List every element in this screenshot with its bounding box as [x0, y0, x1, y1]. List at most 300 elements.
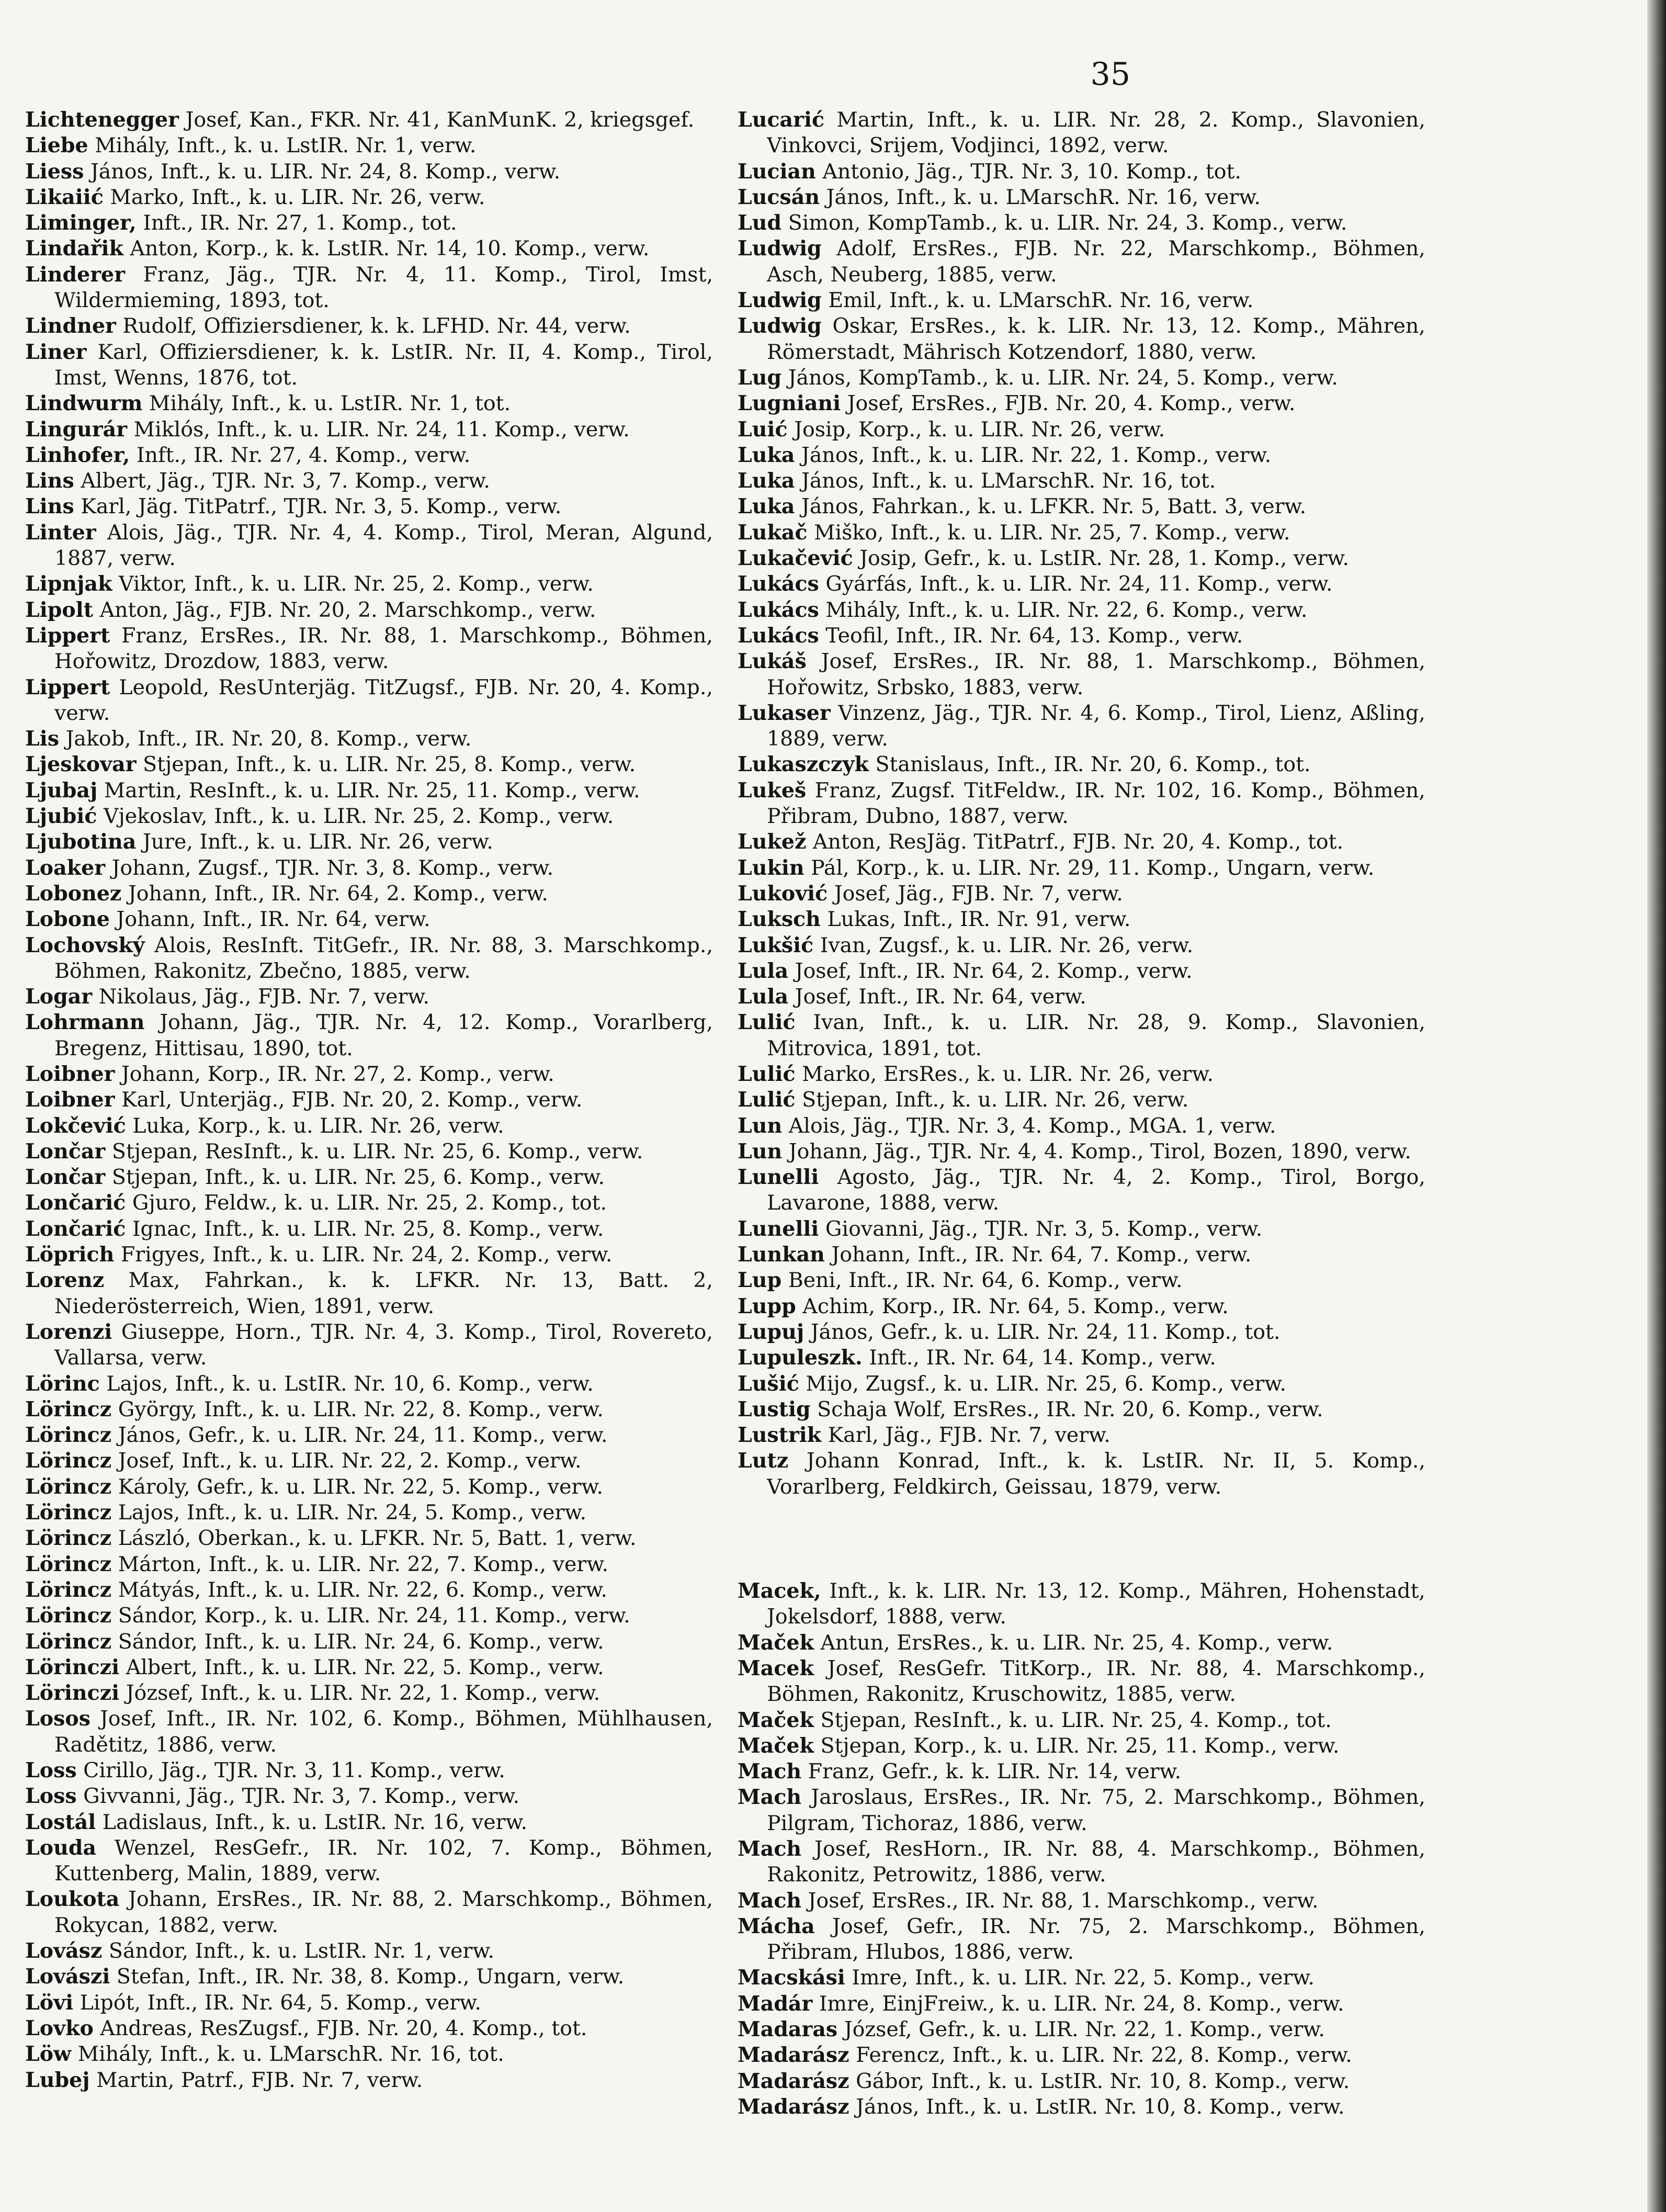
list-entry — [25, 1758, 713, 1784]
entry-details: Josef, Kan., FKR. Nr. 41, KanMunK. 2, kriegsgef. — [185, 108, 695, 132]
list-entry — [738, 907, 1425, 932]
list-entry — [25, 623, 713, 675]
entry-details: Lipót, Inft., IR. Nr. 64, 5. Komp., verw. — [80, 1990, 481, 2015]
entry-details: György, Inft., k. u. LIR. Nr. 22, 8. Komp., verw. — [118, 1397, 604, 1421]
list-entry — [25, 133, 713, 159]
list-entry — [738, 365, 1425, 391]
entry-surname: Madarász — [738, 2069, 849, 2093]
entry-details: Josef, Inft., IR. Nr. 102, 6. Komp., Böhmen, Mühlhausen, Radětitz, 1886, verw. — [54, 1707, 713, 1757]
entry-details: Antun, ErsRes., k. u. LIR. Nr. 25, 4. Komp., verw. — [820, 1630, 1333, 1655]
entry-surname: Lörincz — [25, 1604, 112, 1628]
list-entry — [738, 701, 1425, 752]
entry-details: Imre, EinjFreiw., k. u. LIR. Nr. 24, 8. Komp., verw. — [819, 1991, 1344, 2016]
entry-surname: Lustrik — [738, 1423, 822, 1448]
entry-details: Miklós, Inft., k. u. LIR. Nr. 24, 11. Komp., verw. — [133, 417, 630, 442]
list-entry — [738, 1062, 1425, 1087]
entry-surname: Lukáš — [738, 649, 807, 674]
list-entry — [25, 675, 713, 727]
entry-details: Franz, Gefr., k. k. LIR. Nr. 14, verw. — [808, 1759, 1182, 1784]
entry-details: Sándor, Korp., k. u. LIR. Nr. 24, 11. Komp., verw. — [118, 1604, 630, 1628]
list-entry — [25, 1835, 713, 1887]
entry-surname: Lörincz — [25, 1629, 112, 1654]
list-entry — [25, 1706, 713, 1758]
list-entry — [738, 752, 1425, 777]
entry-details: Mihály, Inft., k. u. LstIR. Nr. 1, verw. — [95, 133, 477, 158]
entry-details: Achim, Korp., IR. Nr. 64, 5. Komp., verw. — [802, 1294, 1229, 1318]
list-entry — [738, 1759, 1425, 1785]
entry-details: Johann Konrad, Inft., k. k. LstIR. Nr. II, 5. Komp., Vorarlberg, Feldkirch, Geissau, 1879, verw. — [767, 1449, 1425, 1499]
entry-surname: Ljeskovar — [25, 752, 137, 777]
entry-details: Gyárfás, Inft., k. u. LIR. Nr. 24, 11. Komp., verw. — [825, 572, 1333, 596]
entry-surname: Lulić — [738, 1010, 796, 1035]
entry-surname: Lulić — [738, 1062, 796, 1086]
entry-details: János, Inft., k. u. LIR. Nr. 22, 1. Komp., verw. — [801, 443, 1272, 467]
list-entry — [25, 236, 713, 262]
entry-surname: Lippert — [25, 623, 110, 648]
entry-surname: Loibner — [25, 1088, 115, 1112]
entry-surname: Lupp — [738, 1294, 796, 1318]
entry-details: Stjepan, ResInft., k. u. LIR. Nr. 25, 6. Komp., verw. — [111, 1139, 643, 1164]
entry-surname: Mácha — [738, 1914, 815, 1938]
entry-details: Josef, ResHorn., IR. Nr. 88, 4. Marschkomp., Böhmen, Rakonitz, Petrowitz, 1886, verw. — [767, 1837, 1426, 1887]
entry-details: Anton, Korp., k. k. LstIR. Nr. 14, 10. Komp., verw. — [130, 236, 650, 261]
entry-surname: Loss — [25, 1758, 77, 1782]
entry-details: Anton, ResJäg. TitPatrf., FJB. Nr. 20, 4. Komp., tot. — [813, 830, 1344, 854]
entry-surname: Lis — [25, 727, 60, 751]
entry-surname: Lucsán — [738, 185, 820, 209]
list-entry — [25, 571, 713, 597]
entry-details: János, Inft., k. u. LMarschR. Nr. 16, verw. — [826, 185, 1261, 209]
list-entry — [738, 1578, 1425, 1630]
entry-details: Inft., IR. Nr. 64, 14. Komp., verw. — [869, 1346, 1216, 1370]
list-entry — [738, 1319, 1425, 1345]
list-entry — [738, 185, 1425, 210]
list-entry — [738, 1888, 1425, 1914]
entry-details: Josef, Inft., IR. Nr. 64, 2. Komp., verw. — [795, 958, 1193, 983]
list-entry — [738, 623, 1425, 649]
entry-details: Ignac, Inft., k. u. LIR. Nr. 25, 8. Komp., verw. — [132, 1216, 604, 1241]
entry-details: Johann, Jäg., TJR. Nr. 4, 4. Komp., Tirol, Bozen, 1890, verw. — [788, 1139, 1411, 1164]
list-entry — [25, 185, 713, 210]
entry-surname: Lipolt — [25, 597, 93, 622]
entry-surname: Lukač — [738, 520, 808, 545]
entry-details: Josef, Inft., k. u. LIR. Nr. 22, 2. Komp., verw. — [118, 1449, 582, 1473]
entry-details: Vinzenz, Jäg., TJR. Nr. 4, 6. Komp., Tirol, Lienz, Aßling, 1889, verw. — [767, 701, 1425, 751]
entry-surname: Lorenz — [25, 1268, 105, 1293]
list-entry — [25, 1603, 713, 1629]
entry-details: Sándor, Inft., k. u. LIR. Nr. 24, 6. Komp., verw. — [118, 1629, 604, 1654]
entry-surname: Lörincz — [25, 1500, 112, 1525]
entry-surname: Lorenzi — [25, 1319, 112, 1344]
list-entry — [738, 2069, 1425, 2094]
entry-surname: Lovko — [25, 2016, 94, 2040]
entry-surname: Lochovský — [25, 933, 145, 957]
entry-details: Gábor, Inft., k. u. LstIR. Nr. 10, 8. Komp., verw. — [856, 2069, 1350, 2093]
entry-details: Alois, ResInft. TitGefr., IR. Nr. 88, 3. Marschkomp., Böhmen, Rakonitz, Zbečno, 1885, verw. — [54, 933, 713, 983]
entry-details: Mátyás, Inft., k. u. LIR. Nr. 22, 6. Komp., verw. — [118, 1577, 608, 1602]
entry-details: Vjekoslav, Inft., k. u. LIR. Nr. 25, 2. Komp., verw. — [104, 804, 614, 829]
entry-surname: Lončar — [25, 1165, 106, 1190]
entry-details: Franz, Jäg., TJR. Nr. 4, 11. Komp., Tirol, Imst, Wildermieming, 1893, tot. — [54, 262, 713, 313]
entry-surname: Lončarić — [25, 1216, 126, 1241]
list-entry — [738, 933, 1425, 958]
entry-details: Max, Fahrkan., k. k. LFKR. Nr. 13, Batt. 2, Niederösterreich, Wien, 1891, verw. — [54, 1268, 713, 1318]
entry-details: Josip, Gefr., k. u. LstIR. Nr. 28, 1. Komp., verw. — [859, 546, 1350, 571]
list-entry — [25, 1010, 713, 1062]
list-entry — [738, 1656, 1425, 1708]
entry-details: Anton, Jäg., FJB. Nr. 20, 2. Marschkomp., verw. — [99, 597, 596, 622]
list-entry — [25, 391, 713, 416]
entry-surname: Lindner — [25, 314, 116, 338]
entry-surname: Lörinc — [25, 1371, 100, 1396]
entry-surname: Louda — [25, 1835, 97, 1860]
entry-surname: Lun — [738, 1139, 783, 1164]
list-entry — [25, 107, 713, 133]
entry-surname: Madarász — [738, 2043, 849, 2068]
entry-surname: Luka — [738, 469, 795, 493]
entry-surname: Lukaszczyk — [738, 752, 869, 777]
entry-details: Lajos, Inft., k. u. LIR. Nr. 24, 5. Komp., verw. — [118, 1500, 587, 1525]
entry-surname: Lukaser — [738, 701, 831, 725]
list-entry — [738, 1630, 1425, 1656]
entry-surname: Lupuleszk. — [738, 1346, 863, 1370]
list-entry — [25, 1397, 713, 1423]
list-entry — [25, 340, 713, 391]
entry-surname: Lovász — [25, 1939, 103, 1963]
list-entry — [25, 1371, 713, 1397]
entry-details: Josef, ErsRes., IR. Nr. 88, 1. Marschkomp., verw. — [808, 1888, 1319, 1913]
entry-surname: Lingurár — [25, 417, 128, 442]
entry-surname: Lunelli — [738, 1216, 819, 1241]
entry-surname: Lončar — [25, 1139, 106, 1164]
list-entry — [738, 984, 1425, 1010]
list-entry — [25, 1448, 713, 1474]
list-entry — [738, 1371, 1425, 1397]
entry-surname: Ljubić — [25, 804, 97, 829]
entry-surname: Maček — [738, 1630, 814, 1655]
entry-details: Franz, ErsRes., IR. Nr. 88, 1. Marschkomp., Böhmen, Hořowitz, Drozdow, 1883, verw. — [54, 623, 713, 674]
entry-surname: Lichtenegger — [25, 108, 179, 132]
list-entry — [25, 1680, 713, 1706]
list-entry — [25, 881, 713, 907]
entry-details: Johann, Zugsf., TJR. Nr. 3, 8. Komp., verw. — [111, 855, 554, 880]
list-entry — [738, 855, 1425, 881]
entry-details: Teofil, Inft., IR. Nr. 64, 13. Komp., verw. — [825, 623, 1243, 648]
list-entry — [25, 494, 713, 520]
entry-details: Emil, Inft., k. u. LMarschR. Nr. 16, verw. — [828, 288, 1254, 313]
entry-details: Cirillo, Jäg., TJR. Nr. 3, 11. Komp., verw. — [83, 1758, 505, 1782]
list-entry — [738, 1914, 1425, 1966]
entry-surname: Loss — [25, 1784, 77, 1809]
entry-surname: Lugniani — [738, 391, 841, 416]
entry-surname: Lörinczi — [25, 1681, 120, 1706]
list-entry — [738, 1268, 1425, 1293]
list-entry — [25, 984, 713, 1010]
entry-details: Josef, ErsRes., FJB. Nr. 20, 4. Komp., verw. — [847, 391, 1296, 416]
entry-surname: Linter — [25, 520, 96, 545]
entry-details: Marko, ErsRes., k. u. LIR. Nr. 26, verw. — [802, 1062, 1214, 1086]
entry-details: Mijo, Zugsf., k. u. LIR. Nr. 25, 6. Komp., verw. — [806, 1371, 1286, 1396]
entry-surname: Ljubotina — [25, 830, 137, 854]
entry-details: János, Inft., k. u. LMarschR. Nr. 16, tot. — [801, 469, 1216, 493]
entry-surname: Lupuj — [738, 1319, 804, 1344]
entry-details: Albert, Inft., k. u. LIR. Nr. 22, 5. Komp., verw. — [126, 1655, 604, 1679]
entry-details: Josip, Korp., k. u. LIR. Nr. 26, verw. — [794, 417, 1165, 442]
entry-details: Károly, Gefr., k. u. LIR. Nr. 22, 5. Komp., verw. — [118, 1474, 604, 1499]
entry-surname: Lobonez — [25, 881, 122, 906]
list-entry — [738, 958, 1425, 984]
entry-details: Franz, Zugsf. TitFeldw., IR. Nr. 102, 16. Komp., Böhmen, Přibram, Dubno, 1887, verw. — [767, 778, 1425, 829]
list-entry — [25, 778, 713, 804]
entry-surname: Lukács — [738, 572, 819, 596]
list-entry — [25, 1113, 713, 1139]
entry-surname: Lubej — [25, 2068, 90, 2092]
list-entry — [738, 571, 1425, 597]
entry-details: Mihály, Inft., k. u. LMarschR. Nr. 16, tot. — [77, 2042, 504, 2067]
list-entry — [738, 1836, 1425, 1888]
entry-surname: Lörincz — [25, 1577, 112, 1602]
entry-details: Viktor, Inft., k. u. LIR. Nr. 25, 2. Komp., verw. — [118, 572, 594, 596]
entry-details: Mihály, Inft., k. u. LIR. Nr. 22, 6. Komp., verw. — [825, 597, 1308, 622]
entry-surname: Mach — [738, 1759, 802, 1784]
list-entry — [25, 443, 713, 468]
entry-details: Stjepan, Inft., k. u. LIR. Nr. 25, 8. Komp., verw. — [143, 752, 636, 777]
list-entry — [25, 210, 713, 236]
list-entry — [738, 391, 1425, 416]
entry-details: Albert, Jäg., TJR. Nr. 3, 7. Komp., verw. — [81, 469, 490, 493]
entry-details: Schaja Wolf, ErsRes., IR. Nr. 20, 6. Komp., verw. — [817, 1397, 1323, 1421]
list-entry — [738, 1139, 1425, 1165]
entry-surname: Lunelli — [738, 1165, 819, 1190]
entry-surname: Lörincz — [25, 1449, 112, 1473]
entry-details: Martin, Patrf., FJB. Nr. 7, verw. — [96, 2068, 423, 2092]
list-entry — [738, 417, 1425, 443]
entry-surname: Lucarić — [738, 108, 825, 132]
entry-surname: Lucian — [738, 159, 816, 184]
list-entry — [25, 1938, 713, 1964]
entry-details: Johann, Inft., IR. Nr. 64, 2. Komp., verw. — [128, 881, 548, 906]
entry-surname: Luka — [738, 494, 795, 519]
entry-surname: Löprich — [25, 1243, 115, 1267]
entry-surname: Lörincz — [25, 1423, 112, 1448]
entry-details: Alois, Jäg., TJR. Nr. 4, 4. Komp., Tirol, Meran, Algund, 1887, verw. — [54, 520, 713, 571]
entry-surname: Ludwig — [738, 288, 822, 313]
entry-details: József, Gefr., k. u. LIR. Nr. 22, 1. Komp., verw. — [844, 2017, 1325, 2042]
entry-surname: Lun — [738, 1113, 783, 1138]
list-entry — [25, 1242, 713, 1268]
list-entry — [738, 468, 1425, 494]
entry-surname: Mach — [738, 1888, 802, 1913]
entry-surname: Macskási — [738, 1966, 845, 1990]
entry-surname: Lukács — [738, 597, 819, 622]
list-entry — [25, 2068, 713, 2093]
entry-surname: Lindařik — [25, 236, 123, 261]
entry-details: Karl, Jäg., FJB. Nr. 7, verw. — [828, 1423, 1110, 1448]
entry-details: János, Inft., k. u. LstIR. Nr. 10, 8. Komp., verw. — [856, 2094, 1345, 2119]
entry-details: Martin, Inft., k. u. LIR. Nr. 28, 2. Komp., Slavonien, Vinkovci, Srijem, Vodjinci, 1892, verw. — [767, 108, 1425, 158]
entry-surname: Lörincz — [25, 1474, 112, 1499]
list-entry — [738, 313, 1425, 365]
entry-details: János, Inft., k. u. LIR. Nr. 24, 8. Komp., verw. — [90, 159, 561, 184]
list-entry — [25, 1139, 713, 1165]
entry-surname: Luksch — [738, 907, 821, 932]
entry-surname: Lörincz — [25, 1552, 112, 1576]
list-entry — [25, 855, 713, 881]
list-entry — [25, 1990, 713, 2016]
page-number: 35 — [1090, 56, 1130, 93]
entry-details: Karl, Offiziersdiener, k. k. LstIR. Nr. II, 4. Komp., Tirol, Imst, Wenns, 1876, tot. — [54, 340, 713, 390]
entry-details: Sándor, Inft., k. u. LstIR. Nr. 1, verw. — [108, 1939, 495, 1963]
entry-details: Stefan, Inft., IR. Nr. 38, 8. Komp., Ungarn, verw. — [116, 1965, 625, 1989]
list-entry — [25, 907, 713, 932]
entry-details: Ivan, Zugsf., k. u. LIR. Nr. 26, verw. — [820, 933, 1194, 957]
list-entry — [738, 1448, 1425, 1500]
entry-details: Luka, Korp., k. u. LIR. Nr. 26, verw. — [132, 1113, 504, 1138]
list-entry — [25, 1552, 713, 1577]
entry-surname: Linderer — [25, 262, 126, 287]
entry-surname: Lukin — [738, 855, 804, 880]
entry-surname: Lula — [738, 958, 789, 983]
entry-details: Jaroslaus, ErsRes., IR. Nr. 75, 2. Marschkomp., Böhmen, Pilgram, Tichoraz, 1886, verw. — [767, 1785, 1425, 1835]
list-entry — [25, 1268, 713, 1319]
list-entry — [738, 1216, 1425, 1242]
entry-surname: Lörincz — [25, 1526, 112, 1551]
entry-details: Marko, Inft., k. u. LIR. Nr. 26, verw. — [110, 185, 485, 209]
entry-details: Stanislaus, Inft., IR. Nr. 20, 6. Komp., tot. — [875, 752, 1311, 777]
entry-details: Antonio, Jäg., TJR. Nr. 3, 10. Komp., tot. — [822, 159, 1241, 184]
entry-surname: Lobone — [25, 907, 110, 932]
entry-surname: Macek — [738, 1656, 814, 1680]
entry-surname: Luić — [738, 417, 788, 442]
list-entry — [25, 1887, 713, 1938]
list-entry — [25, 468, 713, 494]
entry-details: Josef, ErsRes., IR. Nr. 88, 1. Marschkomp., Böhmen, Hořowitz, Srbsko, 1883, verw. — [767, 649, 1425, 699]
entry-surname: Lippert — [25, 675, 110, 699]
list-entry — [738, 1087, 1425, 1113]
entry-details: Pál, Korp., k. u. LIR. Nr. 29, 11. Komp., Ungarn, verw. — [811, 855, 1375, 880]
list-entry — [25, 597, 713, 623]
entry-details: Andreas, ResZugsf., FJB. Nr. 20, 4. Komp., tot. — [100, 2016, 587, 2040]
entry-details: Josef, Gefr., IR. Nr. 75, 2. Marschkomp., Böhmen, Přibram, Hlubos, 1886, verw. — [767, 1914, 1426, 1965]
entry-details: László, Oberkan., k. u. LFKR. Nr. 5, Batt. 1, verw. — [118, 1526, 637, 1551]
list-entry — [738, 2094, 1425, 2120]
entry-surname: Maček — [738, 1708, 814, 1732]
list-entry — [25, 159, 713, 185]
entry-surname: Loaker — [25, 855, 106, 880]
entry-details: Oskar, ErsRes., k. k. LIR. Nr. 13, 12. Komp., Mähren, Römerstadt, Mährisch Kotzendorf, 1880, verw. — [767, 314, 1425, 364]
list-entry — [25, 1190, 713, 1216]
entry-details: Leopold, ResUnterjäg. TitZugsf., FJB. Nr. 20, 4. Komp., verw. — [54, 675, 713, 725]
list-entry — [25, 2041, 713, 2067]
entry-surname: Lončarić — [25, 1191, 126, 1215]
entry-details: Martin, ResInft., k. u. LIR. Nr. 25, 11. Komp., verw. — [104, 778, 640, 803]
entry-surname: Lins — [25, 469, 74, 493]
list-entry — [738, 778, 1425, 830]
entry-details: Alois, Jäg., TJR. Nr. 3, 4. Komp., MGA. 1, verw. — [788, 1113, 1276, 1138]
list-entry — [25, 262, 713, 314]
entry-details: Karl, Unterjäg., FJB. Nr. 20, 2. Komp., verw. — [121, 1088, 583, 1112]
list-entry — [738, 649, 1425, 701]
entry-surname: Logar — [25, 985, 93, 1009]
list-entry — [738, 546, 1425, 571]
list-entry — [25, 417, 713, 443]
entry-surname: Lukeš — [738, 778, 807, 803]
entry-surname: Lokčević — [25, 1113, 126, 1138]
entry-details: Ivan, Inft., k. u. LIR. Nr. 28, 9. Komp., Slavonien, Mitrovica, 1891, tot. — [767, 1010, 1425, 1060]
entry-surname: Löw — [25, 2042, 72, 2067]
entry-surname: Lipnjak — [25, 572, 112, 596]
entry-details: Frigyes, Inft., k. u. LIR. Nr. 24, 2. Komp., verw. — [120, 1243, 613, 1267]
entry-surname: Macek, — [738, 1579, 821, 1604]
list-entry — [25, 726, 713, 752]
entry-details: Ferencz, Inft., k. u. LIR. Nr. 22, 8. Komp., verw. — [856, 2043, 1352, 2068]
entry-details: Jakob, Inft., IR. Nr. 20, 8. Komp., verw. — [65, 727, 472, 751]
entry-surname: Luković — [738, 881, 828, 906]
entry-surname: Lula — [738, 985, 789, 1009]
entry-details: Giuseppe, Horn., TJR. Nr. 4, 3. Komp., Tirol, Rovereto, Vallarsa, verw. — [54, 1319, 713, 1370]
entry-details: Givvanni, Jäg., TJR. Nr. 3, 7. Komp., verw. — [83, 1784, 520, 1809]
list-entry — [25, 752, 713, 777]
entry-details: Johann, ErsRes., IR. Nr. 88, 2. Marschkomp., Böhmen, Rokycan, 1882, verw. — [54, 1887, 713, 1937]
entry-surname: Lovászi — [25, 1965, 110, 1989]
entry-details: Lukas, Inft., IR. Nr. 91, verw. — [827, 907, 1131, 932]
list-entry — [738, 2017, 1425, 2042]
list-entry — [738, 107, 1425, 159]
entry-details: Josef, Inft., IR. Nr. 64, verw. — [795, 985, 1086, 1009]
entry-details: János, Fahrkan., k. u. LFKR. Nr. 5, Batt. 3, verw. — [801, 494, 1307, 519]
entry-surname: Lustig — [738, 1397, 811, 1421]
entry-surname: Madarász — [738, 2094, 849, 2119]
list-entry — [25, 1474, 713, 1500]
entry-details: Agosto, Jäg., TJR. Nr. 4, 2. Komp., Tirol, Borgo, Lavarone, 1888, verw. — [767, 1165, 1425, 1215]
list-entry — [25, 1784, 713, 1809]
right-column — [738, 107, 1425, 2120]
list-entry — [738, 829, 1425, 855]
entry-surname: Lukačević — [738, 546, 853, 571]
list-entry — [25, 1087, 713, 1113]
entry-details: Gjuro, Feldw., k. u. LIR. Nr. 25, 2. Komp., tot. — [132, 1191, 607, 1215]
entry-surname: Loukota — [25, 1887, 120, 1912]
left-column — [25, 107, 713, 2093]
entry-details: Johann, Korp., IR. Nr. 27, 2. Komp., verw. — [121, 1062, 554, 1086]
entry-details: Johann, Inft., IR. Nr. 64, verw. — [116, 907, 430, 932]
list-entry — [738, 1991, 1425, 2017]
list-entry — [25, 1810, 713, 1835]
list-entry — [25, 1526, 713, 1551]
list-entry — [25, 1216, 713, 1242]
entry-surname: Liess — [25, 159, 84, 184]
list-entry — [738, 1397, 1425, 1423]
entry-surname: Liebe — [25, 133, 88, 158]
list-entry — [738, 210, 1425, 236]
list-entry — [738, 1165, 1425, 1216]
entry-details: Inft., k. k. LIR. Nr. 13, 12. Komp., Mähren, Hohenstadt, Jokelsdorf, 1888, verw. — [767, 1579, 1425, 1629]
list-entry — [738, 881, 1425, 907]
entry-surname: Ljubaj — [25, 778, 98, 803]
entry-details: Johann, Inft., IR. Nr. 64, 7. Komp., verw. — [831, 1243, 1252, 1267]
entry-surname: Mach — [738, 1837, 802, 1861]
entry-details: Nikolaus, Jäg., FJB. Nr. 7, verw. — [98, 985, 430, 1009]
entry-surname: Liner — [25, 340, 87, 364]
entry-details: Miško, Inft., k. u. LIR. Nr. 25, 7. Komp., verw. — [814, 520, 1290, 545]
entry-details: Beni, Inft., IR. Nr. 64, 6. Komp., verw. — [788, 1268, 1183, 1293]
entry-surname: Ludwig — [738, 314, 822, 338]
entry-surname: Lövi — [25, 1990, 74, 2015]
list-entry — [738, 443, 1425, 468]
entry-details: Márton, Inft., k. u. LIR. Nr. 22, 7. Komp., verw. — [118, 1552, 608, 1576]
entry-surname: Likaiić — [25, 185, 104, 209]
entry-surname: Ludwig — [738, 236, 822, 261]
